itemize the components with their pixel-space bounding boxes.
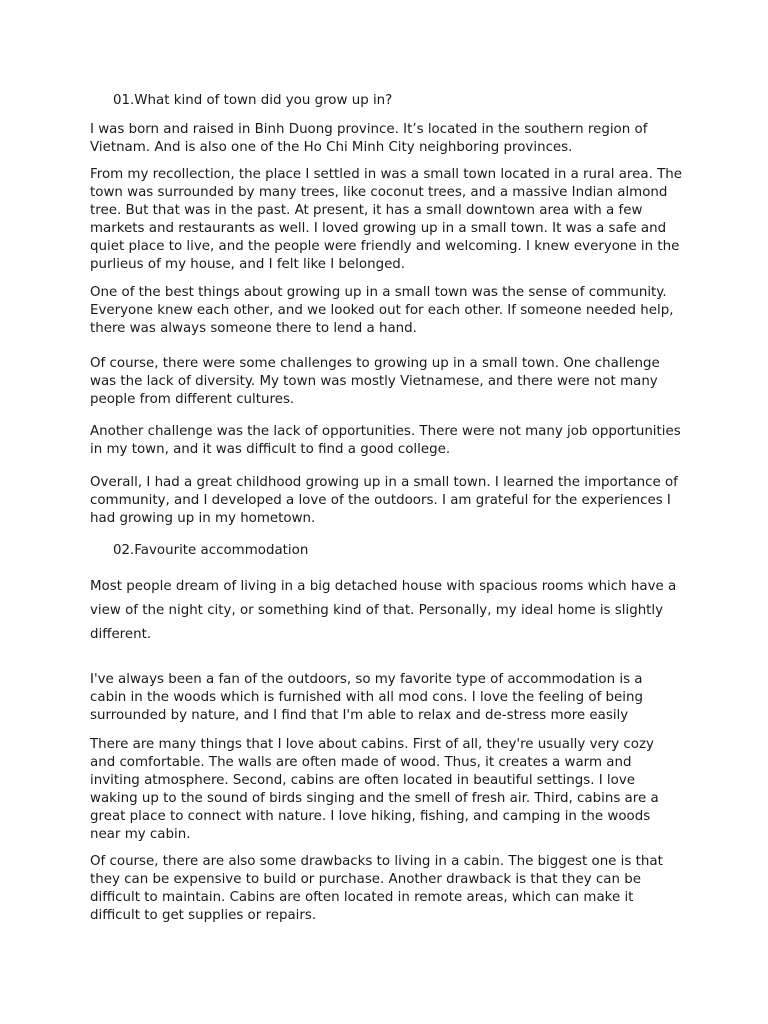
section-heading-1: 01.What kind of town did you grow up in?	[113, 93, 393, 108]
paragraph-dream-house: Most people dream of living in a big detached house with spacious rooms which have a view of the night city, or something kind of that. Personally, my ideal home is slightly different.	[90, 579, 677, 642]
paragraph-cabin-drawbacks: Of course, there are also some drawbacks to living in a cabin. The biggest one is that they can be expensive to build or purchase. Another drawback is that they can be difficult to maintain. Cabins are often located in remote areas, which can make it difficult to get supplies or repairs.	[90, 854, 663, 923]
paragraph-cabin-intro: I've always been a fan of the outdoors, so my favorite type of accommodation is a cabin in the woods which is furnished with all mod cons. I love the feeling of being surrounded by nature, and I find that I'm able to relax and de-stress more easily	[90, 672, 643, 723]
paragraph-challenges: Of course, there were some challenges to growing up in a small town. One challenge was the lack of diversity. My town was mostly Vietnamese, and there were not many people from different cultures.	[90, 356, 660, 407]
paragraph-cabin-love: There are many things that I love about cabins. First of all, they're usually very cozy and comfortable. The walls are often made of wood. Thus, it creates a warm and inviting atmosphere. Second, cabins are often located in beautiful settings. I love waking up to the sound of birds singing and the smell of fresh air. Third, cabins are a great place to connect with nature. I love hiking, fishing, and camping in the woods near my cabin.	[90, 737, 659, 842]
paragraph-town-description: From my recollection, the place I settled in was a small town located in a rural area. The town was surrounded by many trees, like coconut trees, and a massive Indian almond tree. But that was in the past. At present, it has a small downtown area with a few markets and restaurants as well. I loved growing up in a small town. It was a safe and quiet place to live, and the people were friendly and welcoming. I knew everyone in the purlieus of my house, and I felt like I belonged.	[90, 167, 683, 272]
paragraph-opportunities: Another challenge was the lack of opportunities. There were not many job opportunities in my town, and it was difficult to find a good college.	[90, 424, 681, 457]
paragraph-overall: Overall, I had a great childhood growing up in a small town. I learned the importance of community, and I developed a love of the outdoors. I am grateful for the experiences I had growing up in my hometown.	[90, 475, 678, 526]
section-heading-2: 02.Favourite accommodation	[113, 543, 309, 558]
paragraph-birthplace: I was born and raised in Binh Duong province. It’s located in the southern region of Vietnam. And is also one of the Ho Chi Minh City neighboring provinces.	[90, 122, 648, 155]
paragraph-community: One of the best things about growing up in a small town was the sense of community. Everyone knew each other, and we looked out for each other. If someone needed help, there was always someone there to lend a hand.	[90, 285, 674, 336]
